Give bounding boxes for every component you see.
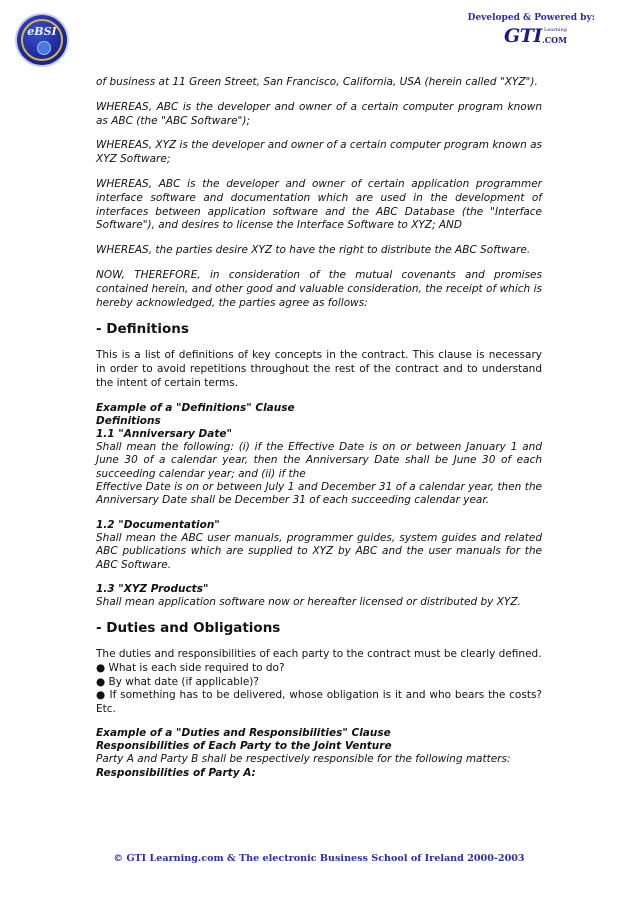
duties-example-sub: Responsibilities of Each Party to the Joint Venture bbox=[96, 740, 392, 753]
definitions-example bbox=[96, 402, 542, 508]
definition-item-3-title: 1.3 "XYZ Products" bbox=[96, 583, 209, 595]
ebsi-logo bbox=[17, 15, 67, 65]
ebsi-logo-text: eBSI bbox=[27, 25, 57, 38]
whereas-xyz-software: WHEREAS, XYZ is the developer and owner of a certain computer program known as XYZ Software; bbox=[96, 139, 542, 166]
duties-example-title: Example of a "Duties and Responsibilities" Clause bbox=[96, 727, 391, 740]
duties-bullet-1: ● What is each side required to do? bbox=[96, 662, 285, 674]
definition-item-1-title: 1.1 "Anniversary Date" bbox=[96, 427, 232, 440]
definitions-intro: This is a list of definitions of key concepts in the contract. This clause is necessary in order to avoid repetitions throughout the rest of the contract and to understand the intent of certain terms. bbox=[96, 349, 542, 389]
definition-item-3-body: Shall mean application software now or hereafter licensed or distributed by XYZ. bbox=[96, 596, 521, 608]
definition-item-2-title: 1.2 "Documentation" bbox=[96, 518, 220, 531]
duties-bullet-2: ● By what date (if applicable)? bbox=[96, 675, 259, 688]
duties-intro-block bbox=[96, 648, 542, 716]
whereas-interface-software: WHEREAS, ABC is the developer and owner of certain application programmer interface software and documentation which are used in the development of interfaces between application software and the ABC Database (the "Interface Software"), and desires to license the Interface Software to XYZ; AND bbox=[96, 177, 542, 232]
duties-heading: - Duties and Obligations bbox=[96, 620, 281, 637]
page-footer: © GTI Learning.com & The electronic Business School of Ireland 2000-2003 bbox=[113, 853, 525, 864]
intro-paragraph: of business at 11 Green Street, San Francisco, California, USA (herein called "XYZ"). bbox=[96, 76, 538, 88]
whereas-abc-software: WHEREAS, ABC is the developer and owner of a certain computer program known as ABC (the "ABC Software"); bbox=[96, 100, 542, 127]
gti-logo bbox=[504, 25, 567, 51]
definition-item-1-body2: Effective Date is on or between July 1 and December 31 of a calendar year, then the Anniversary Date shall be December 31 of each succeeding calendar year. bbox=[96, 480, 542, 507]
duties-example-sub2: Responsibilities of Party A: bbox=[96, 766, 256, 779]
gti-logo-main: GTI bbox=[504, 25, 542, 47]
definition-item-2 bbox=[96, 519, 542, 572]
now-therefore: NOW, THEREFORE, in consideration of the mutual covenants and promises contained herein, and other good and valuable consideration, the receipt of which is hereby acknowledged, the parties agree as follows: bbox=[96, 268, 542, 309]
document-body bbox=[96, 76, 542, 791]
definition-item-2-body: Shall mean the ABC user manuals, programmer guides, system guides and related ABC publications which are supplied to XYZ by ABC and the user manuals for the ABC Software. bbox=[96, 531, 542, 571]
duties-example-body: Party A and Party B shall be respectively responsible for the following matters: bbox=[96, 753, 511, 766]
globe-icon bbox=[37, 41, 51, 55]
definition-item-1-body: Shall mean the following: (i) if the Effective Date is on or between January 1 and June 30 of a calendar year, then the Anniversary Date shall be June 30 of each succeeding calendar year; and (ii) if the bbox=[96, 440, 542, 480]
definitions-heading: - Definitions bbox=[96, 321, 189, 338]
definitions-example-title: Example of a "Definitions" Clause bbox=[96, 401, 295, 414]
gti-logo-sub1: Learning bbox=[544, 27, 567, 33]
developed-by-label: Developed & Powered by: bbox=[467, 13, 595, 23]
definition-item-3 bbox=[96, 583, 542, 609]
definitions-example-sub: Definitions bbox=[96, 414, 161, 427]
duties-intro: The duties and responsibilities of each party to the contract must be clearly defined. bbox=[96, 648, 542, 661]
whereas-distribution: WHEREAS, the parties desire XYZ to have the right to distribute the ABC Software. bbox=[96, 244, 531, 257]
duties-bullet-3: ● If something has to be delivered, whose obligation is it and who bears the costs? Etc. bbox=[96, 689, 542, 715]
gti-logo-sub2: .COM bbox=[542, 35, 567, 45]
duties-example bbox=[96, 727, 542, 779]
page-header bbox=[0, 0, 638, 72]
